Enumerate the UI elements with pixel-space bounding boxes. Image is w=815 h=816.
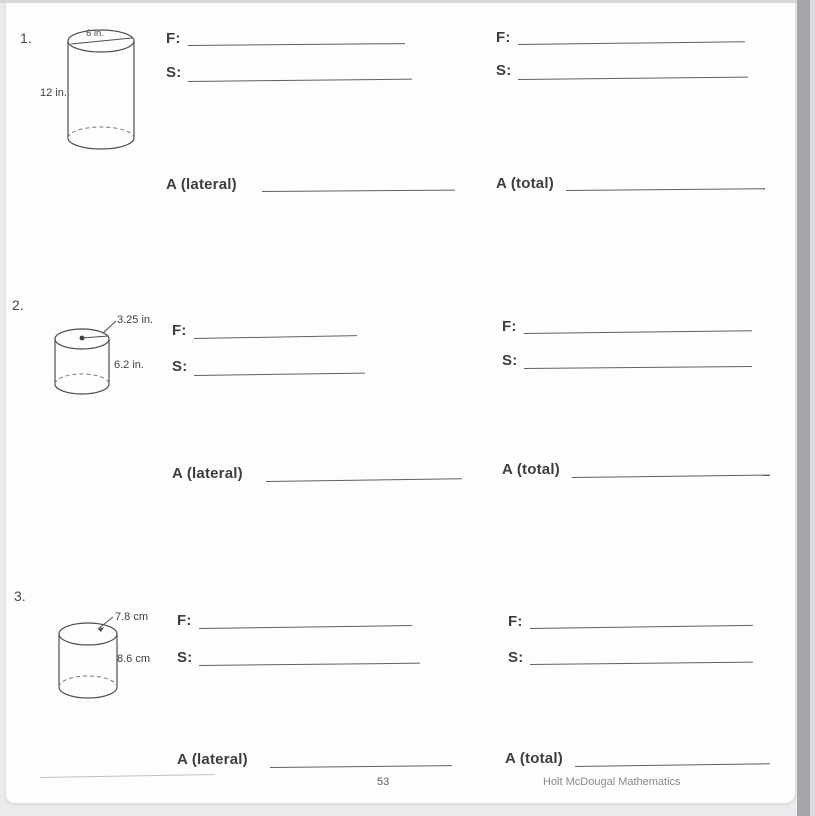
problem-3-s-label-left: S: — [177, 649, 193, 666]
page-top-edge — [0, 0, 815, 3]
cylinder-1-height-label: 12 in. — [40, 87, 67, 99]
cylinder-2-height-label: 6.2 in. — [114, 359, 144, 371]
page-number: 53 — [377, 776, 390, 788]
cylinder-2-radius-label: 3.25 in. — [117, 314, 154, 326]
problem-2-total-label: A (total) — [502, 461, 560, 478]
cylinder-3-height-label: 8.6 cm — [117, 653, 151, 665]
cylinder-1-diameter-label: 6 in. — [86, 28, 104, 39]
problem-3-lateral-label: A (lateral) — [177, 751, 248, 768]
problem-3-f-label-right: F: — [508, 613, 523, 630]
problem-1-s-label-right: S: — [496, 62, 512, 79]
problem-1-lateral-label: A (lateral) — [166, 176, 237, 193]
problem-1-s-label-left: S: — [166, 64, 182, 81]
problem-2-s-label-right: S: — [502, 352, 518, 369]
problem-1-f-label-right: F: — [496, 29, 511, 46]
problem-3-f-label-left: F: — [177, 612, 192, 629]
right-page-edge-band — [797, 0, 810, 816]
problem-1-f-label-left: F: — [166, 30, 181, 47]
problem-2-s-label-left: S: — [172, 358, 188, 375]
problem-2-lateral-label: A (lateral) — [172, 465, 243, 482]
problem-2-f-label-left: F: — [172, 322, 187, 339]
problem-3-total-label: A (total) — [505, 750, 563, 767]
publisher-credit: Holt McDougal Mathematics — [543, 776, 681, 788]
cylinder-3-diameter-label: 7.8 cm — [115, 611, 149, 623]
problem-2-f-label-right: F: — [502, 318, 517, 335]
problem-1-total-label: A (total) — [496, 175, 554, 192]
problem-3-s-label-right: S: — [508, 649, 524, 666]
cylinder-figure-1 — [55, 22, 155, 164]
right-outer-edge — [810, 0, 815, 816]
problem-2-number: 2. — [12, 297, 24, 313]
problem-1-number: 1. — [20, 30, 32, 46]
problem-3-number: 3. — [14, 588, 26, 604]
